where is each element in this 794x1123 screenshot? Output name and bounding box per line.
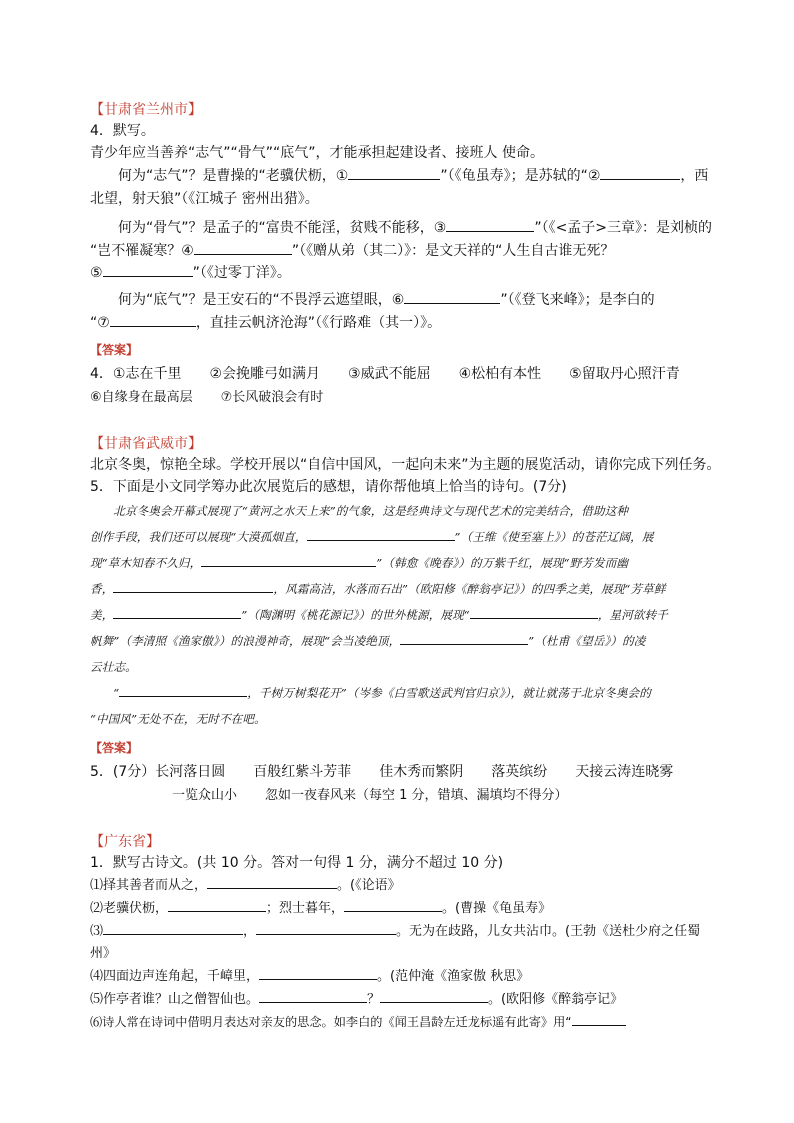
region-heading-guangdong: 【广东省】 (90, 834, 160, 850)
paragraph-zhiqi-cont: 北望，射天狼”（《江城子 密州出猎》。 (90, 191, 319, 207)
blank[interactable] (470, 604, 598, 619)
blank[interactable] (113, 604, 241, 619)
text-segment: “岂不罹凝寒？④ (90, 243, 194, 259)
blank[interactable] (400, 630, 528, 645)
region-heading-lanzhou: 【甘肃省兰州市】 (90, 102, 202, 118)
essay-line (90, 524, 724, 550)
recitation-item (90, 897, 724, 920)
text-segment: ”（《过零丁洋》。 (192, 265, 291, 281)
text-segment: 创作手段，我们还可以展现“大漠孤烟直， (90, 530, 307, 544)
answer-item: ⑦长风破浪会有时 (220, 390, 324, 405)
blank[interactable] (307, 526, 455, 541)
blank[interactable] (207, 874, 337, 889)
blank[interactable] (201, 552, 376, 567)
text-segment: ”（杜甫《望岳》）的凌 (528, 634, 646, 648)
text-segment: 。(曹操《龟虽寿》 (442, 901, 552, 916)
paragraph-diqi (90, 288, 724, 312)
spacer (90, 410, 724, 434)
essay-line (90, 628, 724, 654)
answer-tag: 【答案】 (90, 343, 139, 357)
blank-5[interactable] (103, 262, 193, 277)
answer-row-2 (90, 784, 724, 808)
text-segment: 。无为在歧路，儿女共沾巾。(王勃《送杜少府之任蜀 (396, 924, 701, 939)
blank-3[interactable] (446, 217, 534, 232)
blank[interactable] (259, 965, 377, 980)
answer-item: 忽如一夜春风来（每空 1 分，错填、漏填均不得分） (265, 788, 568, 803)
answer-row-2 (90, 386, 724, 410)
text-segment: ”（《龟虽寿》；是苏轼的“② (440, 168, 601, 184)
essay-line (90, 550, 724, 576)
text-segment: 美， (90, 608, 114, 622)
text-segment: 何为“志气”？是曹操的“老骥伏枥，① (118, 168, 349, 184)
spacer (90, 808, 724, 832)
text-segment: 何为“骨气”？是孟子的“富贵不能淫，贫贱不能移，③ (118, 220, 447, 236)
question-heading: 4．默写。 (90, 123, 155, 139)
paragraph-diqi-line2 (90, 312, 724, 334)
blank-1[interactable] (348, 165, 440, 180)
essay-line (90, 680, 724, 706)
blank[interactable] (572, 1011, 626, 1026)
answer-item: 落英缤纷 (491, 764, 548, 780)
paragraph-guqi (90, 216, 724, 240)
answer-item: 佳木秀而繁阴 (379, 764, 464, 780)
text-segment: 香， (90, 582, 114, 596)
text-segment: ，千树万树梨花开”（岑参《白雪歌送武判官归京》），就让就荡于北京冬奥会的 (247, 686, 651, 700)
text-segment: ⑷四面边声连角起，千嶂里， (90, 969, 260, 984)
text-segment: 。(《论语》 (337, 878, 401, 893)
answer-item: 一览众山小 (172, 788, 238, 803)
text-segment: ”（陶渊明《桃花源记》）的世外桃源，展现“ (241, 608, 470, 622)
recitation-item (90, 920, 724, 943)
text-segment: ⑹诗人常在诗词中借明月表达对亲友的思念。如李白的《闻王昌龄左迁龙标遥有此寄》用“ (90, 1015, 572, 1029)
text-segment: ⑶ (90, 924, 104, 939)
answer-item: 百般红紫斗芳菲 (253, 764, 352, 780)
recitation-item (90, 874, 724, 897)
text-segment: ，西 (680, 168, 709, 184)
blank[interactable] (103, 920, 243, 935)
blank[interactable] (113, 578, 273, 593)
answer-item: ②会挽雕弓如满月 (209, 366, 321, 382)
answer-item: ⑤留取丹心照汗青 (569, 366, 680, 382)
answer-item: ④松柏有本性 (458, 366, 542, 382)
essay-line (90, 576, 724, 602)
text-segment: ？ (367, 992, 381, 1007)
essay-line (90, 602, 724, 628)
text-segment: ⑵老骥伏枥， (90, 901, 169, 916)
essay-line: “中国风”无处不在，无时不在吧。 (90, 712, 266, 726)
answer-tag: 【答案】 (90, 741, 139, 755)
blank[interactable] (259, 988, 367, 1003)
answer-row-1 (90, 760, 724, 784)
blank[interactable] (344, 897, 442, 912)
blank[interactable] (168, 897, 266, 912)
text-segment: ⑤ (90, 265, 103, 281)
question-heading: 1．默写古诗文。(共 10 分。答对一句得 1 分，满分不超过 10 分) (90, 855, 504, 871)
text-segment: “ (113, 686, 120, 700)
text-segment: ，星河欲转千 (597, 608, 668, 622)
answer-item: 天接云涛连晓雾 (575, 764, 674, 780)
essay-line: 云壮志。 (90, 660, 137, 674)
text-segment: ”（王维《使至塞上》）的苍茫辽阔，展 (454, 530, 654, 544)
answer-item: 4．①志在千里 (90, 366, 182, 382)
recitation-item (90, 965, 724, 988)
recitation-item (90, 1011, 724, 1033)
text-segment: ”（韩愈《晚春》）的万紫千红，展现“野芳发而幽 (376, 556, 629, 570)
answer-row-1 (90, 362, 724, 386)
text-segment: “⑦ (90, 315, 110, 331)
essay-line: 北京冬奥会开幕式展现了“黄河之水天上来”的气象，这是经典诗文与现代艺术的完美结合，借助这种 (113, 504, 629, 518)
blank-4[interactable] (194, 240, 292, 255)
text-segment: ⑸作亭者谁？山之僧智仙也。 (90, 992, 260, 1007)
question-intro: 青少年应当善养“志气”“骨气”“底气”，才能承担起建设者、接班人 使命。 (90, 145, 544, 161)
paragraph-guqi-line3 (90, 262, 724, 284)
text-segment: 何为“底气”？是王安石的“不畏浮云遮望眼，⑥ (118, 292, 405, 308)
question-intro: 北京冬奥，惊艳全球。学校开展以“自信中国风，一起向未来”为主题的展览活动，请你完成下列任务。 (90, 457, 721, 473)
question-heading: 5．下面是小文同学筹办此次展览后的感想，请你帮他填上恰当的诗句。(7分) (90, 479, 567, 495)
text-segment: 现“草木知春不久归， (90, 556, 202, 570)
text-segment: ，风霜高洁，水落而石出”（欧阳修《醉翁亭记》）的四季之美，展现“芳草鲜 (273, 582, 666, 596)
text-segment: ”（《赠从弟（其二）》：是文天祥的“人生自古谁无死？ (291, 243, 615, 259)
text-segment: ，直挂云帆济沧海”（《行路难（其一）》。 (195, 315, 442, 331)
blank[interactable] (119, 682, 247, 697)
text-segment: ， (243, 924, 257, 939)
region-heading-wuwei: 【甘肃省武威市】 (90, 436, 202, 452)
text-segment: 。(欧阳修《醉翁亭记》 (488, 992, 624, 1007)
text-segment: ”（《<孟子>三章》：是刘桢的 (534, 220, 713, 236)
text-segment: ；烈士暮年， (266, 901, 345, 916)
recitation-item-cont: 州》 (90, 946, 117, 961)
text-segment: ⑴择其善者而从之， (90, 878, 208, 893)
blank[interactable] (380, 988, 488, 1003)
answer-item: 5．(7分）长河落日圆 (90, 764, 226, 780)
blank[interactable] (256, 920, 396, 935)
recitation-item (90, 988, 724, 1011)
blank-6[interactable] (404, 289, 500, 304)
text-segment: 。(范仲淹《渔家傲 秋思》 (377, 969, 530, 984)
paragraph-zhiqi (90, 164, 724, 188)
answer-item: ⑥自缘身在最高层 (90, 390, 193, 405)
paragraph-guqi-line2 (90, 240, 724, 262)
text-segment: 帆舞”（李清照《渔家傲》）的浪漫神奇，展现“会当凌绝顶， (90, 634, 401, 648)
blank-2[interactable] (600, 165, 680, 180)
answer-item: ③威武不能屈 (348, 366, 431, 382)
text-segment: ”（《登飞来峰》；是李白的 (500, 292, 655, 308)
blank-7[interactable] (110, 312, 196, 327)
